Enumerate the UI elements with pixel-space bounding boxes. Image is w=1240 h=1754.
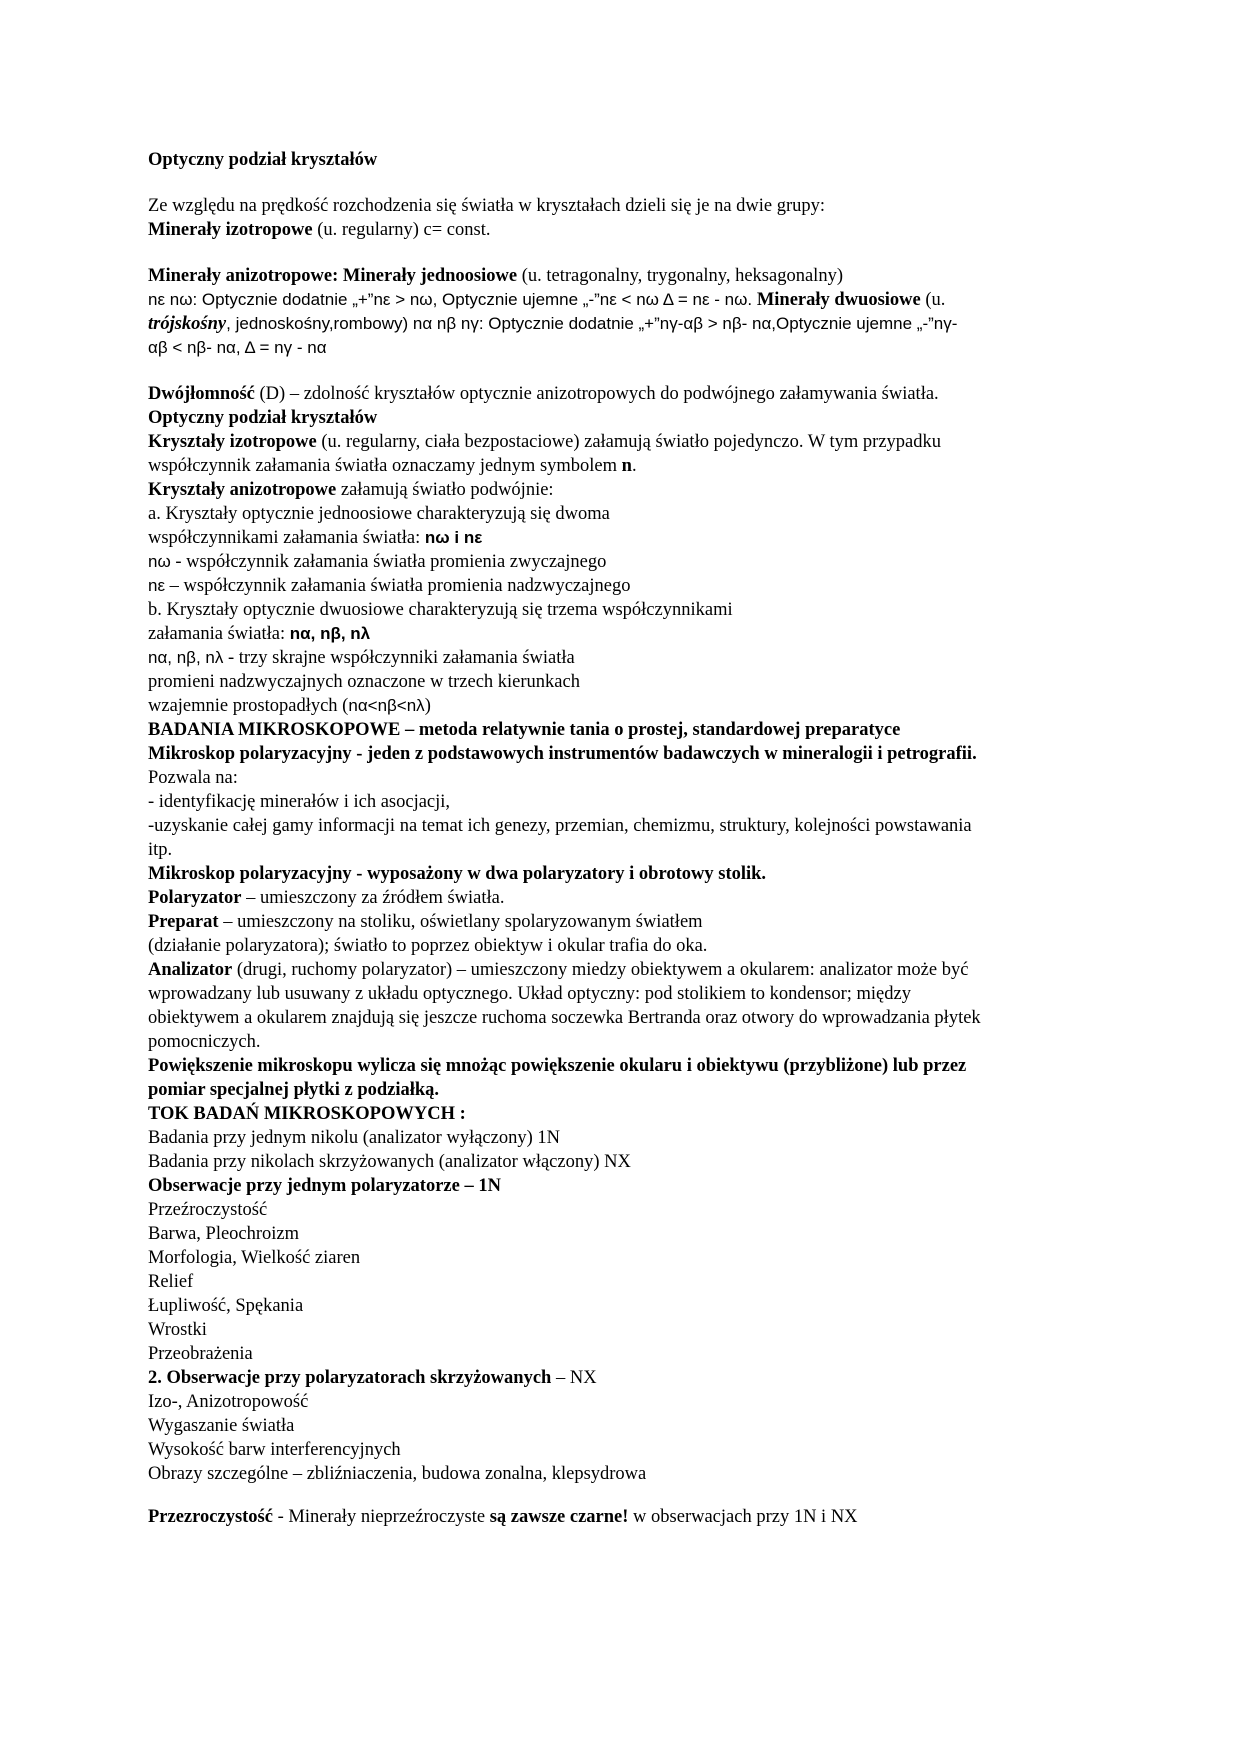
- biaxial-line-3: [148, 646, 1098, 670]
- tok-item-1: Badania przy jednym nikolu (analizator wyłączony) 1N: [148, 1128, 560, 1148]
- krys-iso-text-2: współczynnik załamania światła oznaczamy jednym symbolem: [148, 456, 622, 476]
- analizator-line-2: wprowadzany lub usuwany z układu optycznego. Układ optyczny: pod stolikiem to kondensor; między: [148, 984, 911, 1004]
- przezroczystosc-term: Przezroczystość: [148, 1507, 273, 1527]
- przezroczystosc-text-2: w obserwacjach przy 1N i NX: [628, 1507, 858, 1527]
- polaryzator-line: [148, 886, 1098, 910]
- symbol-n-epsilon: nε: [148, 576, 166, 595]
- document-content: [148, 148, 1098, 1529]
- biaxial-text-5: wzajemnie prostopadłych (: [148, 696, 349, 716]
- always-black-text: są zawsze czarne!: [489, 1507, 629, 1527]
- aniso-line-3: [148, 312, 1098, 336]
- dwuosiowe-term: Minerały dwuosiowe: [756, 290, 921, 310]
- list-item: Łupliwość, Spękania: [148, 1296, 304, 1316]
- uniaxial-line-2: [148, 526, 1098, 550]
- birefringence-text: (D) – zdolność kryształów optycznie anizotropowych do podwójnego załamywania światła.: [254, 384, 939, 404]
- birefringence-term: Dwójłomność: [148, 384, 255, 404]
- biaxial-text-3: - trzy skrajne współczynniki załamania światła: [223, 648, 575, 668]
- uniaxial-symbols: nω i nε: [424, 528, 483, 547]
- uniaxial-text-2: współczynnikami załamania światła:: [148, 528, 425, 548]
- aniso-line-2: [148, 288, 1098, 312]
- krys-iso-text-1: (u. regularny, ciała bezpostaciowe) załamują światło pojedynczo. W tym przypadku: [316, 432, 942, 452]
- pozwala-item-1: - identyfikację minerałów i ich asocjacji,: [148, 792, 451, 812]
- list-item: Wrostki: [148, 1320, 207, 1340]
- aniso-text-2c: (u.: [920, 290, 946, 310]
- analizator-term: Analizator: [148, 960, 233, 980]
- list-item: Obrazy szczególne – zbliźniaczenia, budowa zonalna, klepsydrowa: [148, 1464, 647, 1484]
- analizator-line-1: [148, 958, 1098, 982]
- aniso-line-1: [148, 264, 1098, 288]
- mikroskop-heading-2: Mikroskop polaryzacyjny - wyposażony w dwa polaryzatory i obrotowy stolik.: [148, 864, 767, 884]
- section-title-2: Optyczny podział kryształów: [148, 408, 378, 428]
- tok-item-2: Badania przy nikolach skrzyżowanych (analizator włączony) NX: [148, 1152, 631, 1172]
- aniso-term: Minerały anizotropowe: Minerały jednoosiowe: [148, 266, 518, 286]
- list-item: Wysokość barw interferencyjnych: [148, 1440, 401, 1460]
- aniso-text-2a: nε nω: Optycznie dodatnie „+”nε > nω, Optycznie ujemne „-”nε < nω Δ = nε - nω.: [148, 290, 757, 309]
- analizator-text-1: (drugi, ruchomy polaryzator) – umieszczony miedzy obiektywem a okularem: analizator może być: [232, 960, 969, 980]
- biaxial-line-1: b. Kryształy optycznie dwuosiowe charakteryzują się trzema współczynnikami: [148, 600, 733, 620]
- list-item: Relief: [148, 1272, 194, 1292]
- przezroczystosc-line: [148, 1505, 1098, 1529]
- krys-iso-line-1: [148, 430, 1098, 454]
- aniso-line-4: αβ < nβ- nα, Δ = nγ - nα: [148, 338, 327, 357]
- aniso-text-3b: , jednoskośny,rombowy) nα nβ nγ: Optycznie dodatnie „+”nγ-αβ > nβ- nα,Optycznie ujemne „-”nγ-: [226, 314, 958, 333]
- biaxial-inequality: nα<nβ<nλ: [348, 696, 425, 715]
- biaxial-symbols-2: nα, nβ, nλ: [148, 648, 224, 667]
- symbol-n: n: [621, 456, 632, 476]
- list-item: Izo-, Anizotropowość: [148, 1392, 309, 1412]
- trojskosny-term: trójskośny: [148, 314, 227, 334]
- polaryzator-term: Polaryzator: [148, 888, 242, 908]
- intro-line: Ze względu na prędkość rozchodzenia się światła w kryształach dzieli się je na dwie grupy:: [148, 196, 826, 216]
- tok-heading: TOK BADAŃ MIKROSKOPOWYCH :: [148, 1104, 466, 1124]
- obs-nx-term: 2. Obserwacje przy polaryzatorach skrzyżowanych: [148, 1368, 552, 1388]
- doc-title: Optyczny podział kryształów: [148, 150, 378, 170]
- obs-nx-heading: [148, 1366, 1098, 1390]
- analizator-line-4: pomocniczych.: [148, 1032, 261, 1052]
- iso-term: Minerały izotropowe: [148, 220, 313, 240]
- list-item: Przeobrażenia: [148, 1344, 253, 1364]
- krys-aniso-line: [148, 478, 1098, 502]
- biaxial-line-2: [148, 622, 1098, 646]
- biaxial-text-2: załamania światła:: [148, 624, 290, 644]
- preparat-line-2: (działanie polaryzatora); światło to poprzez obiektyw i okular trafia do oka.: [148, 936, 708, 956]
- uniaxial-line-4: [148, 574, 1098, 598]
- krys-aniso-term: Kryształy anizotropowe: [148, 480, 337, 500]
- list-item: Wygaszanie światła: [148, 1416, 295, 1436]
- badania-heading: BADANIA MIKROSKOPOWE – metoda relatywnie tania o prostej, standardowej preparatyce: [148, 720, 901, 740]
- analizator-line-3: obiektywem a okularem znajdują się jeszcze ruchoma soczewka Bertranda oraz otwory do wprowadzania płytek: [148, 1008, 981, 1028]
- iso-text: (u. regularny) c= const.: [312, 220, 491, 240]
- aniso-text-1: (u. tetragonalny, trygonalny, heksagonalny): [517, 266, 843, 286]
- preparat-term: Preparat: [148, 912, 219, 932]
- krys-iso-line-2: [148, 454, 1098, 478]
- birefringence-line: [148, 382, 1098, 406]
- polaryzator-text: – umieszczony za źródłem światła.: [241, 888, 505, 908]
- uniaxial-text-3: - współczynnik załamania światła promienia zwyczajnego: [170, 552, 607, 572]
- mikroskop-heading-1: Mikroskop polaryzacyjny - jeden z podstawowych instrumentów badawczych w mineralogii i petrografii.: [148, 744, 977, 764]
- iso-line: [148, 218, 1098, 242]
- biaxial-symbols: nα, nβ, nλ: [289, 624, 371, 643]
- list-item: Przeźroczystość: [148, 1200, 268, 1220]
- list-item: Morfologia, Wielkość ziaren: [148, 1248, 361, 1268]
- biaxial-line-4: promieni nadzwyczajnych oznaczone w trzech kierunkach: [148, 672, 580, 692]
- biaxial-text-5e: ): [424, 696, 431, 716]
- pozwala-item-3: itp.: [148, 840, 173, 860]
- uniaxial-line-1: a. Kryształy optycznie jednoosiowe charakteryzują się dwoma: [148, 504, 610, 524]
- krys-aniso-text: załamują światło podwójnie:: [336, 480, 554, 500]
- krys-iso-dot: .: [631, 456, 637, 476]
- obs-1n-heading: Obserwacje przy jednym polaryzatorze – 1N: [148, 1176, 501, 1196]
- powiekszenie-line-1: Powiększenie mikroskopu wylicza się mnożąc powiększenie okularu i obiektywu (przybliżone) lub przez: [148, 1056, 967, 1076]
- pozwala-item-2: -uzyskanie całej gamy informacji na temat ich genezy, przemian, chemizmu, struktury, kolejności powstawania: [148, 816, 972, 836]
- przezroczystosc-text-1: - Minerały nieprzeźroczyste: [272, 1507, 490, 1527]
- biaxial-line-5: [148, 694, 1098, 718]
- krys-iso-term: Kryształy izotropowe: [148, 432, 317, 452]
- powiekszenie-line-2: pomiar specjalnej płytki z podziałką.: [148, 1080, 440, 1100]
- uniaxial-text-4: – współczynnik załamania światła promienia nadzwyczajnego: [165, 576, 631, 596]
- preparat-text: – umieszczony na stoliku, oświetlany spolaryzowanym światłem: [218, 912, 703, 932]
- list-item: Barwa, Pleochroizm: [148, 1224, 300, 1244]
- symbol-n-omega: nω: [148, 552, 171, 571]
- pozwala-line: Pozwala na:: [148, 768, 238, 788]
- obs-nx-text: – NX: [551, 1368, 597, 1388]
- preparat-line-1: [148, 910, 1098, 934]
- uniaxial-line-3: [148, 550, 1098, 574]
